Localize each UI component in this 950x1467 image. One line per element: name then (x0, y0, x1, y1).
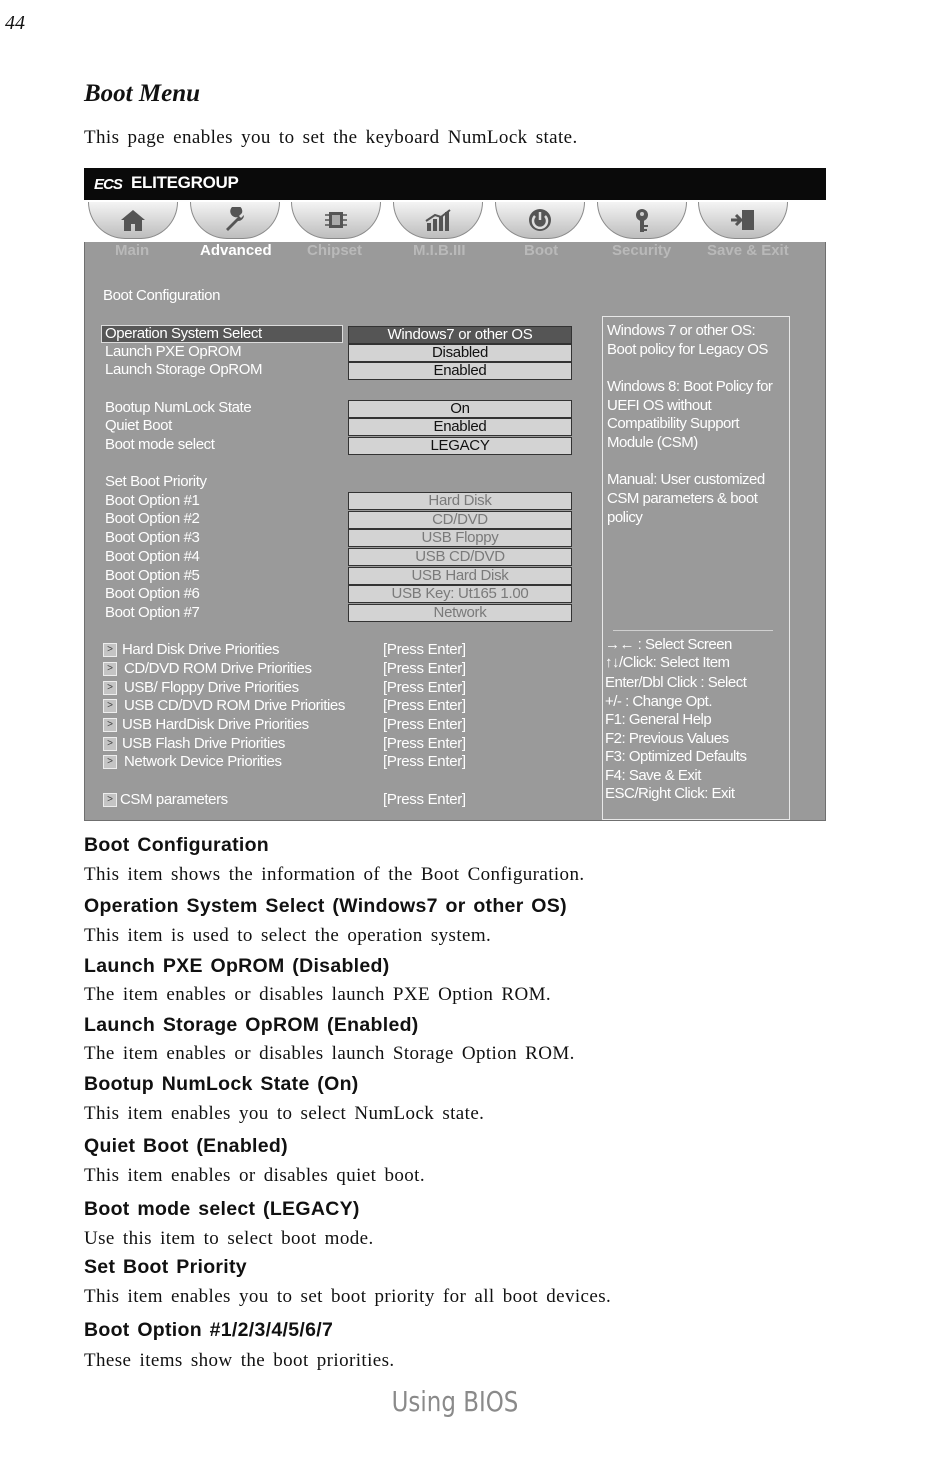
press-enter[interactable]: [Press Enter] (383, 697, 466, 714)
boot-option-value[interactable]: Hard Disk (348, 492, 572, 510)
boot-option-value[interactable]: USB CD/DVD (348, 548, 572, 566)
submenu-item[interactable]: USB HardDisk Drive Priorities (122, 716, 309, 733)
setting-label[interactable]: Operation System Select (105, 325, 262, 342)
os-select-value[interactable]: Windows7 or other OS (348, 326, 572, 344)
boot-configuration-heading: Boot Configuration (103, 287, 221, 304)
description-text: This item enables you to set boot priority for all boot devices. (84, 1286, 612, 1307)
brand-name: ELITEGROUP (131, 173, 239, 192)
boot-option-value[interactable]: USB Key: Ut165 1.00 (348, 585, 572, 603)
boot-option-value[interactable]: USB Floppy (348, 529, 572, 547)
help-line: Module (CSM) (607, 434, 698, 451)
submenu-item[interactable]: USB CD/DVD ROM Drive Priorities (124, 697, 345, 714)
setting-label[interactable]: Boot mode select (105, 436, 215, 453)
setting-label[interactable]: Launch Storage OpROM (105, 361, 263, 378)
key-hint: +/- : Change Opt. (605, 693, 712, 710)
press-enter[interactable]: [Press Enter] (383, 753, 466, 770)
key-hint: F1: General Help (605, 711, 712, 728)
description-text: This item shows the information of the Boot Configuration. (84, 864, 585, 885)
submenu-item[interactable]: USB/ Floppy Drive Priorities (124, 679, 299, 696)
power-icon[interactable] (495, 202, 585, 239)
description-heading: Boot Option #1/2/3/4/5/6/7 (84, 1319, 334, 1341)
boot-option-value[interactable]: CD/DVD (348, 511, 572, 529)
description-heading: Boot mode select (LEGACY) (84, 1198, 360, 1220)
submenu-arrow-icon: > (103, 793, 117, 807)
submenu-item[interactable]: Network Device Priorities (124, 753, 282, 770)
setting-label[interactable]: Quiet Boot (105, 417, 172, 434)
submenu-item[interactable]: CD/DVD ROM Drive Priorities (124, 660, 312, 677)
submenu-arrow-icon: > (103, 681, 117, 695)
help-line: Compatibility Support (607, 415, 740, 432)
description-heading: Launch PXE OpROM (Disabled) (84, 955, 390, 977)
boot-option-label[interactable]: Boot Option #5 (105, 567, 200, 584)
key-hint: F2: Previous Values (605, 730, 729, 747)
setting-label[interactable]: Bootup NumLock State (105, 399, 252, 416)
press-enter[interactable]: [Press Enter] (383, 679, 466, 696)
exit-icon[interactable] (698, 202, 788, 239)
help-divider (613, 630, 773, 631)
key-hint: F4: Save & Exit (605, 767, 701, 784)
help-line: Windows 7 or other OS: (607, 322, 756, 339)
boot-option-value[interactable]: Network (348, 604, 572, 622)
key-hint: ESC/Right Click: Exit (605, 785, 735, 802)
key-hint: Enter/Dbl Click : Select (605, 674, 747, 691)
tab-main[interactable]: Main (115, 242, 150, 259)
tab-save-exit[interactable]: Save & Exit (707, 242, 789, 259)
press-enter[interactable]: [Press Enter] (383, 735, 466, 752)
description-heading: Quiet Boot (Enabled) (84, 1135, 288, 1157)
description-heading: Operation System Select (Windows7 or other OS) (84, 895, 567, 917)
storage-oprom-value[interactable]: Enabled (348, 362, 572, 380)
description-heading: Set Boot Priority (84, 1256, 247, 1278)
help-line: Boot policy for Legacy OS (607, 341, 768, 358)
boot-mode-value[interactable]: LEGACY (348, 437, 572, 455)
key-hint: →← : Select Screen (605, 636, 732, 653)
submenu-item[interactable]: USB Flash Drive Priorities (122, 735, 285, 752)
wrench-icon[interactable] (190, 202, 280, 239)
boot-option-label[interactable]: Boot Option #6 (105, 585, 200, 602)
quiet-boot-value[interactable]: Enabled (348, 418, 572, 436)
description-heading: Launch Storage OpROM (Enabled) (84, 1014, 419, 1036)
tab-boot[interactable]: Boot (524, 242, 559, 259)
boot-option-label[interactable]: Boot Option #3 (105, 529, 200, 546)
description-text: Use this item to select boot mode. (84, 1228, 374, 1249)
press-enter[interactable]: [Press Enter] (383, 641, 466, 658)
description-text: These items show the boot priorities. (84, 1350, 395, 1371)
description-text: This item enables or disables quiet boot. (84, 1165, 425, 1186)
description-text: The item enables or disables launch PXE Option ROM. (84, 984, 552, 1005)
chart-icon[interactable] (393, 202, 483, 239)
description-text: This item is used to select the operation system. (84, 925, 492, 946)
submenu-arrow-icon: > (103, 662, 117, 676)
chip-icon[interactable] (291, 202, 381, 239)
key-icon[interactable] (597, 202, 687, 239)
bios-header (84, 168, 826, 200)
help-panel (602, 316, 790, 820)
pxe-oprom-value[interactable]: Disabled (348, 344, 572, 362)
tab-security[interactable]: Security (612, 242, 672, 259)
boot-option-label[interactable]: Boot Option #7 (105, 604, 200, 621)
help-line: CSM parameters & boot (607, 490, 758, 507)
setting-label[interactable]: Launch PXE OpROM (105, 343, 242, 360)
tab-advanced[interactable]: Advanced (200, 242, 272, 259)
boot-priority-heading: Set Boot Priority (105, 473, 207, 490)
boot-option-value[interactable]: USB Hard Disk (348, 567, 572, 585)
submenu-arrow-icon: > (103, 643, 117, 657)
help-line: UEFI OS without (607, 397, 712, 414)
section-title: Boot Menu (84, 80, 201, 107)
description-text: The item enables or disables launch Storage Option ROM. (84, 1043, 575, 1064)
submenu-arrow-icon: > (103, 755, 117, 769)
help-line: Windows 8: Boot Policy for (607, 378, 773, 395)
footer-title: Using BIOS (391, 1385, 519, 1418)
csm-parameters-item[interactable]: CSM parameters (120, 791, 228, 808)
submenu-arrow-icon: > (103, 737, 117, 751)
submenu-arrow-icon: > (103, 718, 117, 732)
page-number: 44 (5, 12, 25, 34)
tab-chipset[interactable]: Chipset (307, 242, 363, 259)
help-line: Manual: User customized (607, 471, 765, 488)
bios-screenshot (84, 168, 826, 822)
description-heading: Bootup NumLock State (On) (84, 1073, 359, 1095)
key-hint: ↑↓/Click: Select Item (605, 654, 730, 671)
press-enter[interactable]: [Press Enter] (383, 660, 466, 677)
press-enter[interactable]: [Press Enter] (383, 716, 466, 733)
help-line: policy (607, 509, 643, 526)
numlock-value[interactable]: On (348, 400, 572, 418)
description-text: This item enables you to select NumLock state. (84, 1103, 485, 1124)
key-hint: F3: Optimized Defaults (605, 748, 747, 765)
boot-option-label[interactable]: Boot Option #4 (105, 548, 200, 565)
intro-text: This page enables you to set the keyboard NumLock state. (84, 127, 578, 148)
tab-bar (84, 200, 826, 242)
submenu-arrow-icon: > (103, 699, 117, 713)
tab-mib[interactable]: M.I.B.III (413, 242, 466, 259)
bios-main-panel (84, 242, 826, 821)
submenu-item[interactable]: Hard Disk Drive Priorities (122, 641, 280, 658)
boot-option-label[interactable]: Boot Option #1 (105, 492, 200, 509)
press-enter[interactable]: [Press Enter] (383, 791, 466, 808)
description-heading: Boot Configuration (84, 834, 270, 856)
brand-logo: ECS (94, 176, 122, 193)
boot-option-label[interactable]: Boot Option #2 (105, 510, 200, 527)
home-icon[interactable] (88, 202, 178, 239)
